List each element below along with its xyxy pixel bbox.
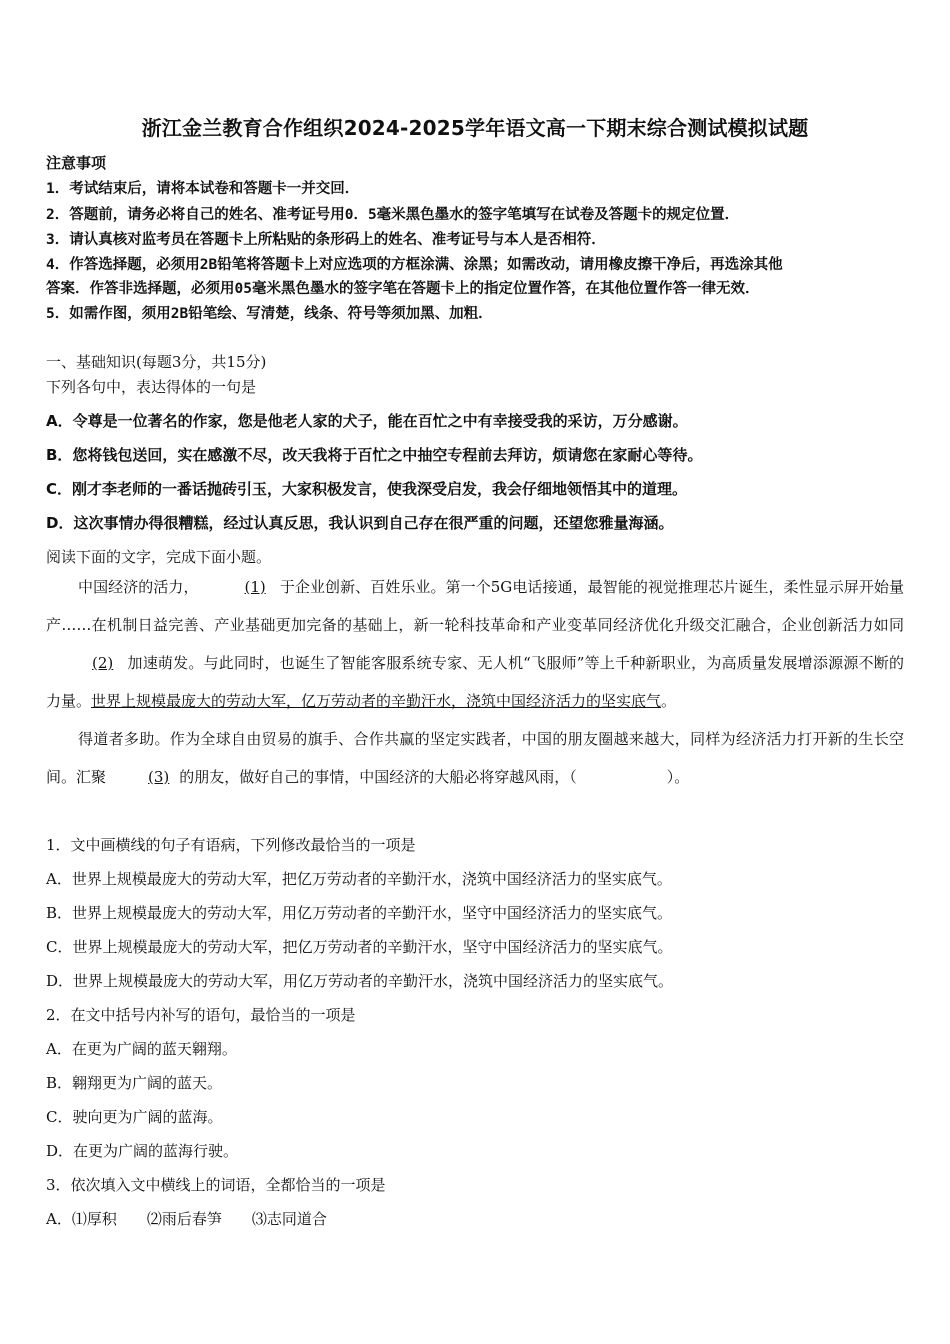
question-intro: 下列各句中，表达得体的一句是 (46, 378, 257, 396)
option-c: C．刚才李老师的一番话抛砖引玉，大家积极发言，使我深受启发，我会仔细地领悟其中的道理。 (46, 480, 688, 498)
reading-intro: 阅读下面的文字，完成下面小题。 (46, 548, 272, 566)
q2-option-b: B．翱翔更为广阔的蓝天。 (46, 1074, 223, 1092)
notice-heading: 注意事项 (46, 154, 107, 172)
blank-2: (2) (92, 654, 114, 672)
question-stem: 3．依次填入文中横线上的词语，全都恰当的一项是 (46, 1176, 386, 1194)
passage-paragraph-1: 中国经济的活力， (1) 于企业创新、百姓乐业。第一个5G电话接通，最智能的视觉推理芯片诞生，柔性显示屏开始量产……在机制日益完善、产业基础更加完备的基础上，新一轮科技革命和产业变革同经济优化升级交汇融合，企业创新活力如同(2) 加速萌发。与此同时，也诞生了智能客服系统专家、无人机“飞服师”等上千种新职业，为高质量发展增添源源不断的力量。世界上规模最庞大的劳动大军，亿万劳动者的辛勤汗水，浇筑中国经济活力的坚实底气。 (46, 568, 904, 720)
blank-3: (3) (148, 768, 170, 786)
option-b: B．您将钱包送回，实在感激不尽，改天我将于百忙之中抽空专程前去拜访，烦请您在家耐心等待。 (46, 446, 703, 464)
q1-option-c: C．世界上规模最庞大的劳动大军，把亿万劳动者的辛勤汗水，坚守中国经济活力的坚实底气。 (46, 938, 673, 956)
underlined-sentence: 世界上规模最庞大的劳动大军，亿万劳动者的辛勤汗水，浇筑中国经济活力的坚实底气 (91, 692, 662, 710)
blank-1: (1) (244, 578, 266, 596)
section-heading: 一、基础知识(每题3分，共15分) (46, 353, 267, 371)
q3-a-part: ⑵雨后春笋 (146, 1210, 222, 1228)
notice-item: 5．如需作图，须用2B铅笔绘、写清楚，线条、符号等须加黑、加粗． (46, 306, 493, 322)
option-d: D．这次事情办得很糟糕，经过认真反思，我认识到自己存在很严重的问题，还望您雅量海涵。 (46, 514, 674, 532)
question-stem: 2．在文中括号内补写的语句，最恰当的一项是 (46, 1006, 356, 1024)
q3-a-part: ⑴厚积 (71, 1210, 117, 1228)
q3-a-part: ⑶志同道合 (251, 1210, 327, 1228)
q1-option-a: A．世界上规模最庞大的劳动大军，把亿万劳动者的辛勤汗水，浇筑中国经济活力的坚实底气。 (46, 870, 672, 888)
q2-option-c: C．驶向更为广阔的蓝海。 (46, 1108, 223, 1126)
q2-option-a: A．在更为广阔的蓝天翱翔。 (46, 1040, 237, 1058)
reading-passage (46, 568, 904, 796)
notice-item: 答案．作答非选择题，必须用05毫米黑色墨水的签字笔在答题卡上的指定位置作答，在其他位置作答一律无效． (46, 281, 760, 297)
option-a: A．令尊是一位著名的作家，您是他老人家的犬子，能在百忙之中有幸接受我的采访，万分感谢。 (46, 412, 688, 430)
passage-paragraph-2: 得道者多助。作为全球自由贸易的旗手、合作共赢的坚定实践者，中国的朋友圈越来越大，同样为经济活力打开新的生长空间。汇聚 (3) 的朋友，做好自己的事情，中国经济的大船必将穿越风雨，（ ）。 (46, 720, 904, 796)
q2-option-d: D．在更为广阔的蓝海行驶。 (46, 1142, 239, 1160)
notice-item: 4．作答选择题，必须用2B铅笔将答题卡上对应选项的方框涂满、涂黑；如需改动，请用橡皮擦干净后，再选涂其他 (46, 257, 783, 273)
q1-option-b: B．世界上规模最庞大的劳动大军，用亿万劳动者的辛勤汗水，坚守中国经济活力的坚实底气。 (46, 904, 673, 922)
exam-title: 浙江金兰教育合作组织2024-2025学年语文高一下期末综合测试模拟试题 (141, 116, 809, 140)
q1-option-d: D．世界上规模最庞大的劳动大军，用亿万劳动者的辛勤汗水，浇筑中国经济活力的坚实底气。 (46, 972, 674, 990)
notice-item: 2．答题前，请务必将自己的姓名、准考证号用0．5毫米黑色墨水的签字笔填写在试卷及答题卡的规定位置． (46, 207, 740, 223)
q3-option-a: A．⑴厚积 ⑵雨后春笋 ⑶志同道合 (46, 1210, 327, 1228)
notice-item: 3．请认真核对监考员在答题卡上所粘贴的条形码上的姓名、准考证号与本人是否相符． (46, 232, 606, 248)
notice-item: 1．考试结束后，请将本试卷和答题卡一并交回． (46, 181, 360, 197)
question-stem: 1．文中画横线的句子有语病，下列修改最恰当的一项是 (46, 836, 416, 854)
